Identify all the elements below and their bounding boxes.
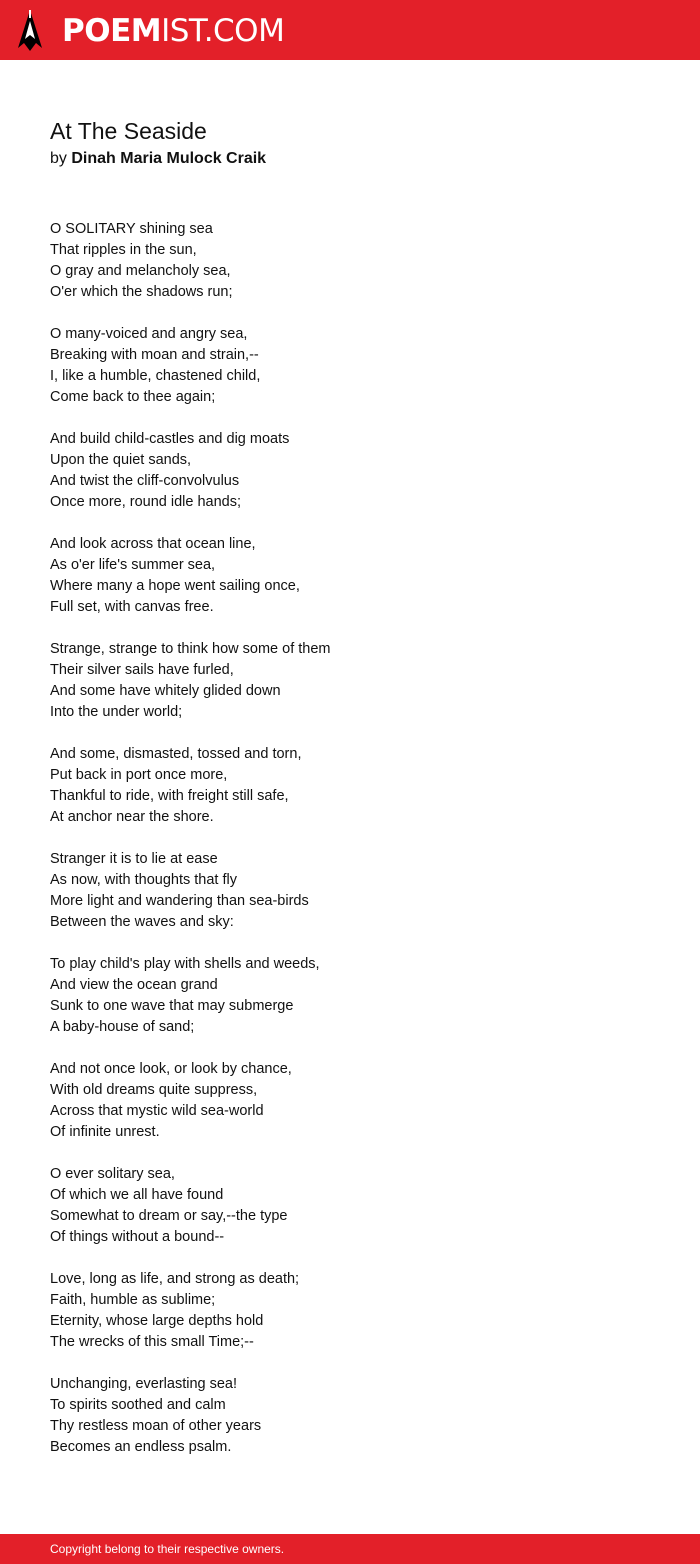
by-label: by: [50, 150, 67, 167]
poem-stanza: [50, 954, 650, 1038]
poem-line: Come back to thee again;: [50, 389, 216, 405]
poem-line: Into the under world;: [50, 704, 183, 720]
poem-stanza: [50, 1059, 650, 1143]
poem-line: More light and wandering than sea-birds: [50, 893, 309, 909]
poem-line: A baby-house of sand;: [50, 1019, 195, 1035]
poem-stanza: [50, 1269, 650, 1353]
poem-line: As o'er life's summer sea,: [50, 557, 216, 573]
logo-text-bold: POEM: [62, 13, 162, 49]
poem-line: And view the ocean grand: [50, 977, 218, 993]
poem-line: Somewhat to dream or say,--the type: [50, 1208, 288, 1224]
poem-line: With old dreams quite suppress,: [50, 1082, 258, 1098]
poem-title: At The Seaside: [50, 118, 207, 144]
poem-line: To play child's play with shells and weeds,: [50, 956, 320, 972]
site-logo[interactable]: [62, 11, 284, 51]
poem-line: Upon the quiet sands,: [50, 452, 192, 468]
poem-stanza: [50, 219, 650, 303]
poem-body: [50, 219, 650, 1479]
poem-line: Sunk to one wave that may submerge: [50, 998, 294, 1014]
poem-line: Their silver sails have furled,: [50, 662, 234, 678]
poem-line: Love, long as life, and strong as death;: [50, 1271, 300, 1287]
poem-stanza: [50, 849, 650, 933]
poem-line: O gray and melancholy sea,: [50, 263, 231, 279]
poem-line: The wrecks of this small Time;--: [50, 1334, 254, 1350]
site-footer: [0, 1534, 700, 1564]
poem-line: Becomes an endless psalm.: [50, 1439, 232, 1455]
poem-line: To spirits soothed and calm: [50, 1397, 226, 1413]
poem-line: Eternity, whose large depths hold: [50, 1313, 264, 1329]
poem-line: Across that mystic wild sea-world: [50, 1103, 264, 1119]
poem-line: And build child-castles and dig moats: [50, 431, 290, 447]
poem-line: As now, with thoughts that fly: [50, 872, 237, 888]
poem-line: Full set, with canvas free.: [50, 599, 214, 615]
site-header: [0, 0, 700, 60]
logo-text-light: IST.COM: [161, 13, 285, 49]
poem-line: Between the waves and sky:: [50, 914, 234, 930]
poem-stanza: [50, 534, 650, 618]
poem-line: Of infinite unrest.: [50, 1124, 160, 1140]
poem-stanza: [50, 744, 650, 828]
poem-line: That ripples in the sun,: [50, 242, 197, 258]
poem-line: Where many a hope went sailing once,: [50, 578, 300, 594]
poem-line: Stranger it is to lie at ease: [50, 851, 218, 867]
poem-line: Once more, round idle hands;: [50, 494, 242, 510]
poem-line: Unchanging, everlasting sea!: [50, 1376, 238, 1392]
poem-stanza: [50, 1374, 650, 1458]
poem-line: And look across that ocean line,: [50, 536, 256, 552]
poem-line: And twist the cliff-convolvulus: [50, 473, 240, 489]
poem-line: O SOLITARY shining sea: [50, 221, 213, 237]
poem-line: I, like a humble, chastened child,: [50, 368, 261, 384]
poem-stanza: [50, 639, 650, 723]
poem-line: Put back in port once more,: [50, 767, 228, 783]
poem-line: And not once look, or look by chance,: [50, 1061, 292, 1077]
poem-author: Dinah Maria Mulock Craik: [71, 150, 267, 167]
poem-byline: [50, 148, 266, 170]
poem-line: O ever solitary sea,: [50, 1166, 175, 1182]
poem-stanza: [50, 429, 650, 513]
poem-line: Breaking with moan and strain,--: [50, 347, 259, 363]
poem-line: O many-voiced and angry sea,: [50, 326, 248, 342]
poem-stanza: [50, 324, 650, 408]
poem-line: Thy restless moan of other years: [50, 1418, 262, 1434]
poem-line: Faith, humble as sublime;: [50, 1292, 216, 1308]
poem-line: O'er which the shadows run;: [50, 284, 233, 300]
poem-line: Thankful to ride, with freight still safe,: [50, 788, 289, 804]
poem-line: Strange, strange to think how some of them: [50, 641, 331, 657]
pen-nib-icon[interactable]: [17, 9, 43, 52]
poem-line: At anchor near the shore.: [50, 809, 214, 825]
poem-line: Of things without a bound--: [50, 1229, 225, 1245]
poem-stanza: [50, 1164, 650, 1248]
poem-line: And some, dismasted, tossed and torn,: [50, 746, 302, 762]
poem-line: Of which we all have found: [50, 1187, 224, 1203]
copyright-notice: Copyright belong to their respective owners.: [50, 1542, 285, 1556]
poem-line: And some have whitely glided down: [50, 683, 281, 699]
